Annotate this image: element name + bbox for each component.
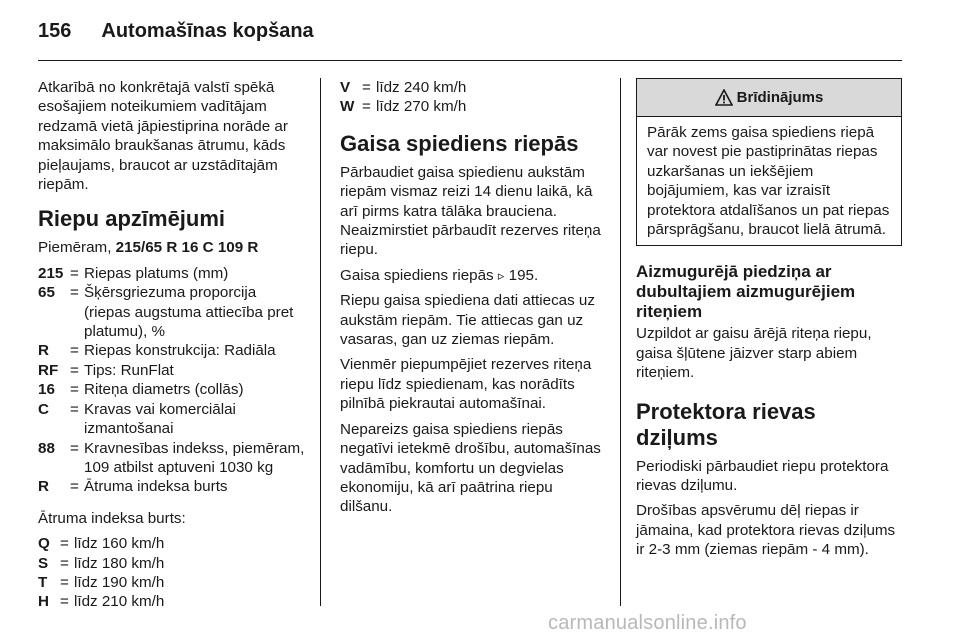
definition-row-equals: =	[70, 361, 79, 379]
pressure-paragraph-1: Pārbaudiet gaisa spiedienu aukstām riepām vismaz reizi 14 dienu laikā, kā arī pirms katra tālāka brauciena. Neaizmirstiet pārbaudīt rezerves riteņa riepu.	[340, 163, 601, 259]
speed-row-value: līdz 190 km/h	[74, 573, 165, 591]
warning-box	[636, 78, 902, 246]
warning-title: Brīdinājums	[736, 88, 824, 106]
column-divider-2	[620, 78, 621, 606]
speed-row-key: S	[38, 554, 49, 572]
definition-row-key: 215	[38, 264, 64, 282]
speed-row	[38, 554, 306, 573]
example-code: 215/65 R 16 C 109 R	[115, 239, 259, 257]
definition-row-equals: =	[70, 342, 79, 360]
definition-row-value: Tips: RunFlat	[84, 361, 174, 379]
column-3	[636, 78, 902, 566]
definition-row-key: 16	[38, 381, 55, 399]
definition-row-value: Riepas platums (mm)	[84, 264, 229, 282]
definition-row	[38, 400, 306, 439]
section-heading-tread-depth: Protektora rievas dziļums	[636, 398, 816, 450]
definition-row-equals: =	[70, 478, 79, 496]
definition-row-equals: =	[70, 381, 79, 399]
definition-row	[38, 477, 306, 496]
sub-heading-dual-rear-wheels: Aizmugurējā piedziņa ar dubultajiem aizmugurējiem riteņiem	[636, 262, 856, 322]
page-ref-arrow-icon[interactable]: ▹	[497, 267, 505, 283]
definition-row-key: 88	[38, 439, 55, 457]
pressure-paragraph-4: Vienmēr piepumpējiet rezerves riteņa riepu līdz spiedienam, kas norādīts pilnībā piekrautai automašīnai.	[340, 356, 592, 413]
pressure-paragraph-3: Riepu gaisa spiediena dati attiecas uz aukstām riepām. Tie attiecas gan uz vasaras, gan uz ziemas riepām.	[340, 292, 595, 349]
definition-row-value: Riteņa diametrs (collās)	[84, 381, 244, 399]
dual-wheels-paragraph: Uzpildot ar gaisu ārējā riteņa riepu, gaisa šļūtene jāizver starp abiem riteņiem.	[636, 325, 872, 382]
definition-row	[38, 380, 306, 399]
intro-paragraph: Atkarībā no konkrētajā valstī spēkā esošajiem noteikumiem vadītājam redzamā vietā jāpiestiprina norāde ar maksimālo braukšanas ātrumu, kāds pieļaujams, braucot ar uzstādītajām riepām.	[38, 79, 288, 194]
tyre-code-definitions	[38, 264, 306, 497]
speed-row	[38, 592, 306, 611]
section-heading-tyre-pressure: Gaisa spiediens riepās	[340, 130, 579, 156]
speed-row-key: Q	[38, 535, 50, 553]
speed-row-key: T	[38, 573, 48, 591]
example-line	[38, 238, 306, 257]
definition-row-value: Ātruma indeksa burts	[84, 478, 228, 496]
definition-row-key: 65	[38, 284, 55, 302]
tread-paragraph-2: Drošības apsvērumu dēļ riepas ir jāmaina, kad protektora rievas dziļums ir 2-3 mm (ziemas riepām - 4 mm).	[636, 502, 896, 559]
definition-row-key: C	[38, 400, 49, 418]
speed-row-value: līdz 160 km/h	[74, 535, 165, 553]
column-1	[38, 78, 306, 620]
speed-index-list-continued	[340, 78, 602, 117]
speed-row-equals: =	[362, 79, 371, 96]
watermark: carmanualsonline.info	[548, 612, 747, 634]
warning-triangle-icon	[715, 89, 733, 106]
definition-row	[38, 341, 306, 360]
page-header	[38, 20, 314, 43]
speed-row-value: līdz 240 km/h	[376, 79, 467, 96]
speed-row-value: līdz 210 km/h	[74, 593, 165, 611]
definition-row-equals: =	[70, 284, 79, 302]
warning-text: Pārāk zems gaisa spiediens riepā var novest pie pastiprinātas riepas uzkaršanas un iekšējiem bojājumiem, kas var izraisīt protektora atdalīšanos un pat riepas pārsprāgšanu, braucot lielā ātrumā.	[647, 124, 890, 239]
speed-row-equals: =	[362, 98, 371, 116]
pressure-ref-text: Gaisa spiediens riepās	[340, 266, 498, 284]
definition-row-value: Kravnesības indekss, piemēram, 109 atbilst aptuveni 1030 kg	[84, 439, 305, 476]
definition-row-key: R	[38, 478, 49, 496]
speed-row-equals: =	[60, 535, 69, 553]
column-divider-1	[320, 78, 321, 606]
example-prefix: Piemēram,	[38, 239, 116, 257]
speed-row	[38, 534, 306, 553]
definition-row	[38, 283, 306, 341]
column-2	[340, 78, 602, 523]
speed-row-key: V	[340, 79, 351, 96]
speed-index-list	[38, 534, 306, 612]
definition-row-value: Riepas konstrukcija: Radiāla	[84, 342, 276, 360]
speed-row	[38, 573, 306, 592]
speed-row-value: līdz 270 km/h	[376, 98, 467, 116]
speed-row	[340, 97, 602, 116]
pressure-paragraph-2	[340, 266, 602, 285]
speed-row-key: W	[340, 98, 355, 116]
definition-row-key: R	[38, 342, 49, 360]
speed-index-intro: Ātruma indeksa burts:	[38, 509, 186, 527]
page-title: Automašīnas kopšana	[101, 20, 314, 42]
page-number: 156	[38, 20, 72, 42]
definition-row-key: RF	[38, 361, 59, 379]
tread-paragraph-1: Periodiski pārbaudiet riepu protektora rievas dziļumu.	[636, 457, 889, 495]
definition-row-equals: =	[70, 264, 79, 282]
definition-row-equals: =	[70, 439, 79, 457]
speed-row-equals: =	[60, 593, 69, 611]
definition-row	[38, 264, 306, 283]
definition-row	[38, 439, 306, 478]
speed-row-value: līdz 180 km/h	[74, 554, 165, 572]
definition-row-value: Šķērsgriezuma proporcija (riepas augstuma attiecība pret platumu), %	[84, 284, 294, 341]
pressure-paragraph-5: Nepareizs gaisa spiediens riepās negatīvi ietekmē drošību, automašīnas vadāmību, komfortu un degvielas ekonomiju, kā arī paātrina riepu dilšanu.	[340, 420, 601, 516]
speed-row-key: H	[38, 593, 49, 611]
warning-header	[637, 79, 901, 117]
definition-row	[38, 361, 306, 380]
definition-row-value: Kravas vai komerciālai izmantošanai	[84, 400, 236, 438]
definition-row-equals: =	[70, 400, 79, 418]
pressure-ref-page[interactable]: 195.	[508, 266, 539, 284]
section-heading-tyre-markings: Riepu apzīmējumi	[38, 206, 226, 232]
header-divider	[38, 60, 902, 61]
speed-row-equals: =	[60, 573, 69, 591]
speed-row-equals: =	[60, 554, 69, 572]
speed-row	[340, 78, 602, 97]
